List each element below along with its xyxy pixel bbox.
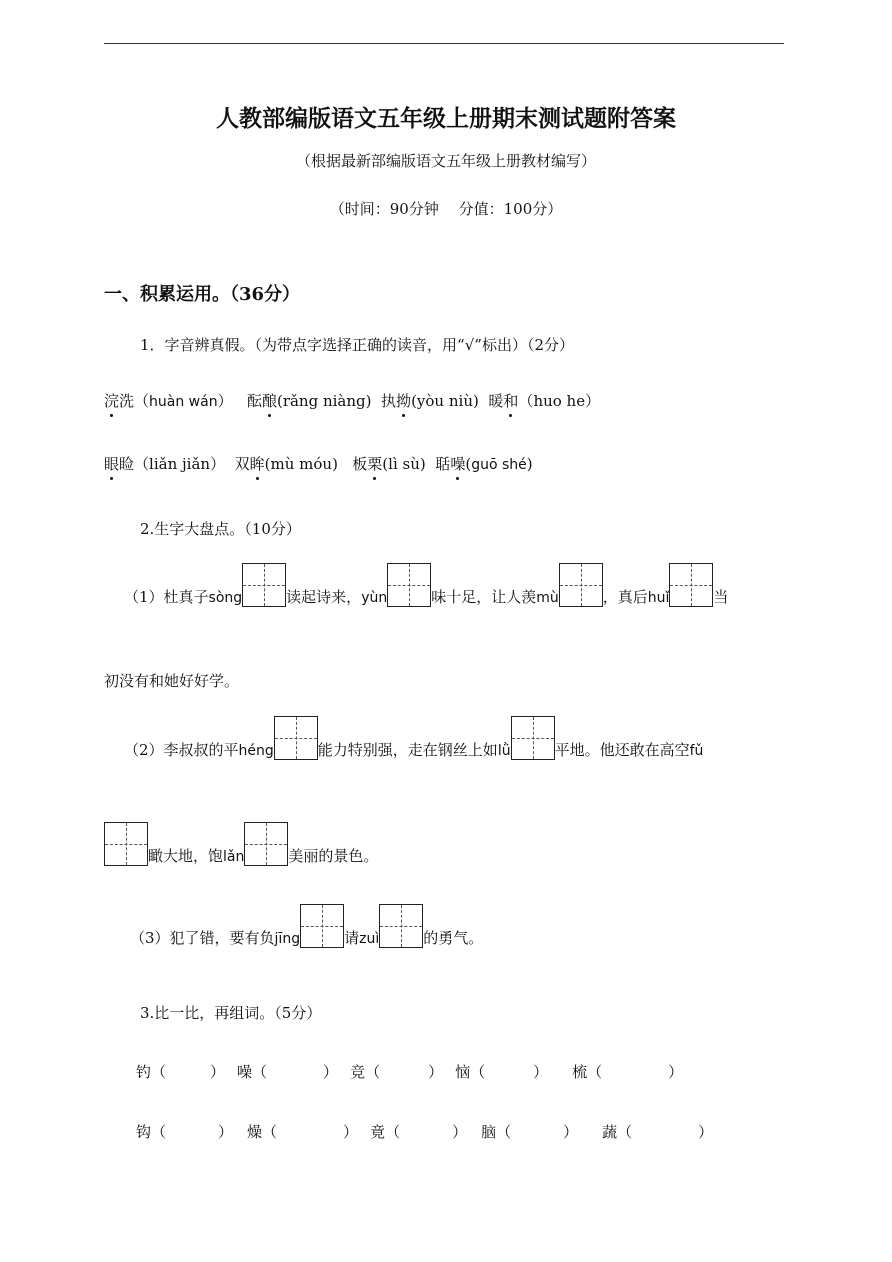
writing-box[interactable] xyxy=(300,904,344,948)
time-info: （时间：90分钟 分值：100分） xyxy=(329,200,563,218)
section-heading: 一、积累运用。（36分） xyxy=(104,284,301,305)
header-rule xyxy=(104,43,784,44)
q1-row2 xyxy=(104,453,533,474)
writing-box[interactable] xyxy=(244,822,288,866)
writing-box[interactable] xyxy=(274,716,318,760)
q1-item: 眼睑（liǎn jiǎn） xyxy=(104,455,226,473)
writing-box[interactable] xyxy=(559,563,603,607)
q1-item: 板栗(lì sù) xyxy=(352,455,426,473)
writing-box[interactable] xyxy=(104,822,148,866)
writing-box[interactable] xyxy=(387,563,431,607)
q1-item: 双眸(mù móu) xyxy=(234,455,338,473)
writing-box[interactable] xyxy=(242,563,286,607)
q1-item: 酝酿(rǎng niàng) xyxy=(246,392,372,410)
q1-item: 聒噪(guō shé) xyxy=(435,455,533,473)
writing-box[interactable] xyxy=(669,563,713,607)
q2-sentence-2: （2）李叔叔的平héng 能力特别强，走在钢丝上如lǜ 平地。他还敢在高空fǔ xyxy=(124,716,703,760)
q2-sentence-1-cont: 初没有和她好好学。 xyxy=(104,672,240,690)
writing-box[interactable] xyxy=(379,904,423,948)
q1-item: 执拗(yòu niù) xyxy=(381,392,479,410)
q2-prompt: 2.生字大盘点。（10分） xyxy=(140,520,301,538)
page-title: 人教部编版语文五年级上册期末测试题附答案 xyxy=(216,105,676,132)
q1-item: 浣洗（huàn wán） xyxy=(104,392,233,410)
q1-prompt: 1．字音辨真假。（为带点字选择正确的读音，用“√”标出）（2分） xyxy=(140,336,574,354)
q3-prompt: 3.比一比，再组词。（5分） xyxy=(140,1004,322,1022)
writing-box[interactable] xyxy=(511,716,555,760)
q2-sentence-3: （3）犯了错，要有负jīng 请zuì 的勇气。 xyxy=(130,904,483,948)
subtitle: （根据最新部编版语文五年级上册教材编写） xyxy=(295,152,596,170)
q2-sentence-1: （1）杜真子sòng 读起诗来，yùn 味十足，让人羡mù ，真后huǐ 当 xyxy=(124,563,728,607)
q1-item: 暖和（huo he） xyxy=(488,392,601,410)
q1-row1 xyxy=(104,390,600,411)
q2-sentence-2-cont: 瞰大地，饱lǎn 美丽的景色。 xyxy=(104,822,378,866)
q3-row1: 钓（ ） 噪（ ） 竞（ ） 恼（ ） 梳（ ） xyxy=(136,1063,684,1081)
q3-row2: 钩（ ） 燥（ ） 竟（ ） 脑（ ） 蔬（ ） xyxy=(136,1123,714,1141)
